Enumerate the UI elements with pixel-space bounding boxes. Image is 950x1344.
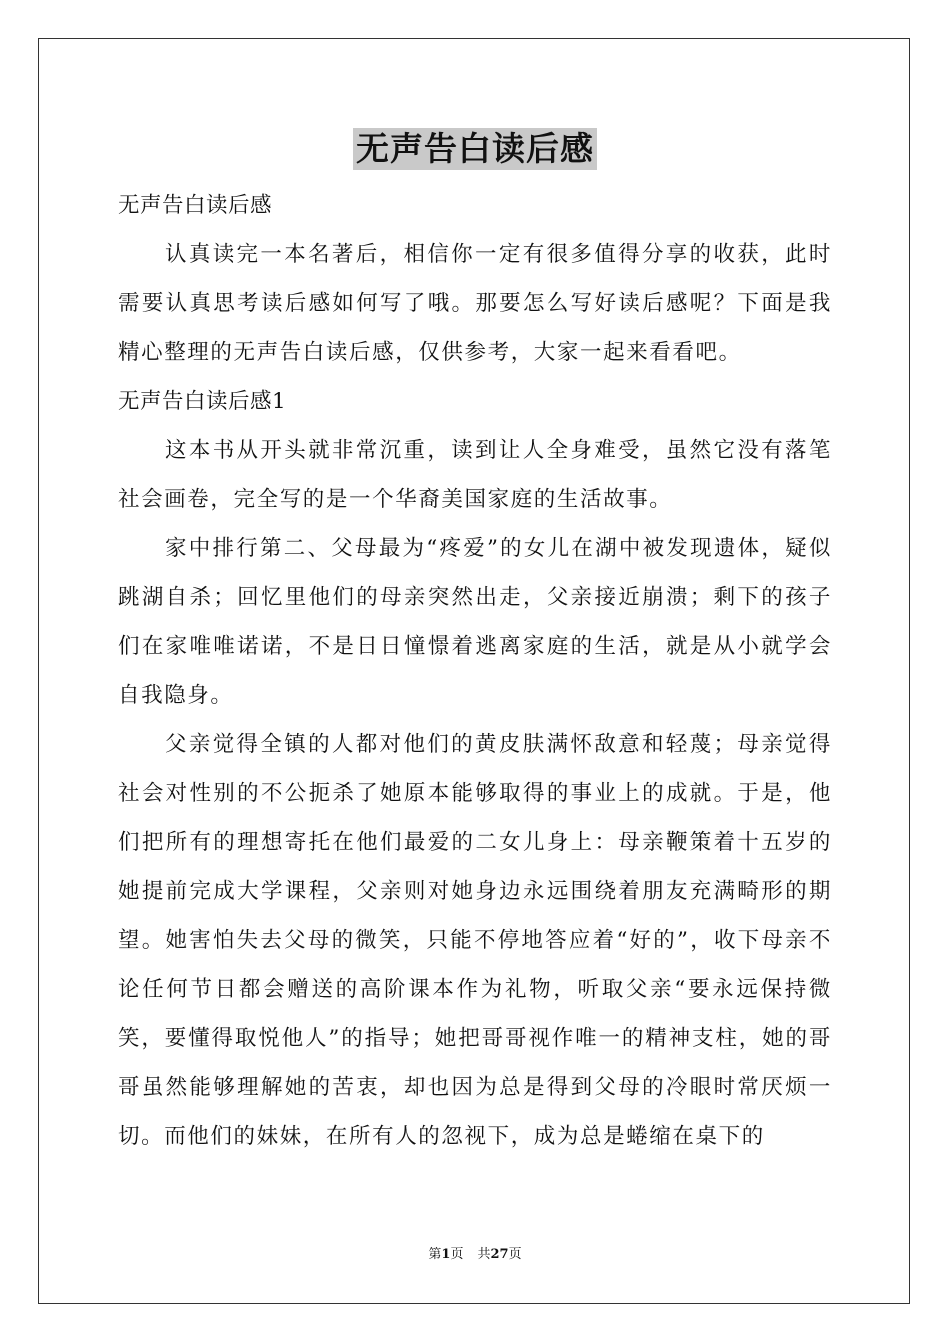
total-prefix: 共 [477, 1247, 491, 1262]
page-footer [0, 1246, 950, 1264]
document-body [118, 181, 832, 1161]
page-suffix: 页 [450, 1247, 464, 1262]
body-paragraph-3: 父亲觉得全镇的人都对他们的黄皮肤满怀敌意和轻蔑；母亲觉得社会对性别的不公扼杀了她原本能够取得的事业上的成就。于是，他们把所有的理想寄托在他们最爱的二女儿身上：母亲鞭策着十五岁的她提前完成大学课程，父亲则对她身边永远围绕着朋友充满畸形的期望。她害怕失去父母的微笑，只能不停地答应着“好的”，收下母亲不论任何节日都会赠送的高阶课本作为礼物，听取父亲“要永远保持微笑，要懂得取悦他人”的指导；她把哥哥视作唯一的精神支柱，她的哥哥虽然能够理解她的苦衷，却也因为总是得到父母的冷眼时常厌烦一切。而他们的妹妹，在所有人的忽视下，成为总是蜷缩在桌下的 [118, 732, 832, 1149]
total-pages: 27 [490, 1247, 509, 1262]
page-prefix: 第 [428, 1247, 442, 1262]
body-paragraph-2: 家中排行第二、父母最为“疼爱”的女儿在湖中被发现遗体，疑似跳湖自杀；回忆里他们的母亲突然出走，父亲接近崩溃；剩下的孩子们在家唯唯诺诺，不是日日憧憬着逃离家庭的生活，就是从小就学会自我隐身。 [118, 536, 832, 708]
intro-paragraph: 认真读完一本名著后，相信你一定有很多值得分享的收获，此时需要认真思考读后感如何写了哦。那要怎么写好读后感呢？下面是我精心整理的无声告白读后感，仅供参考，大家一起来看看吧。 [118, 242, 832, 365]
section-heading-1: 无声告白读后感1 [118, 389, 287, 414]
document-subtitle: 无声告白读后感 [118, 193, 273, 218]
document-title: 无声告白读后感 [353, 128, 597, 170]
page-number: 1 [441, 1247, 451, 1262]
total-suffix: 页 [508, 1247, 522, 1262]
title-container [0, 128, 950, 170]
body-paragraph-1: 这本书从开头就非常沉重，读到让人全身难受，虽然它没有落笔社会画卷，完全写的是一个华裔美国家庭的生活故事。 [118, 438, 832, 512]
